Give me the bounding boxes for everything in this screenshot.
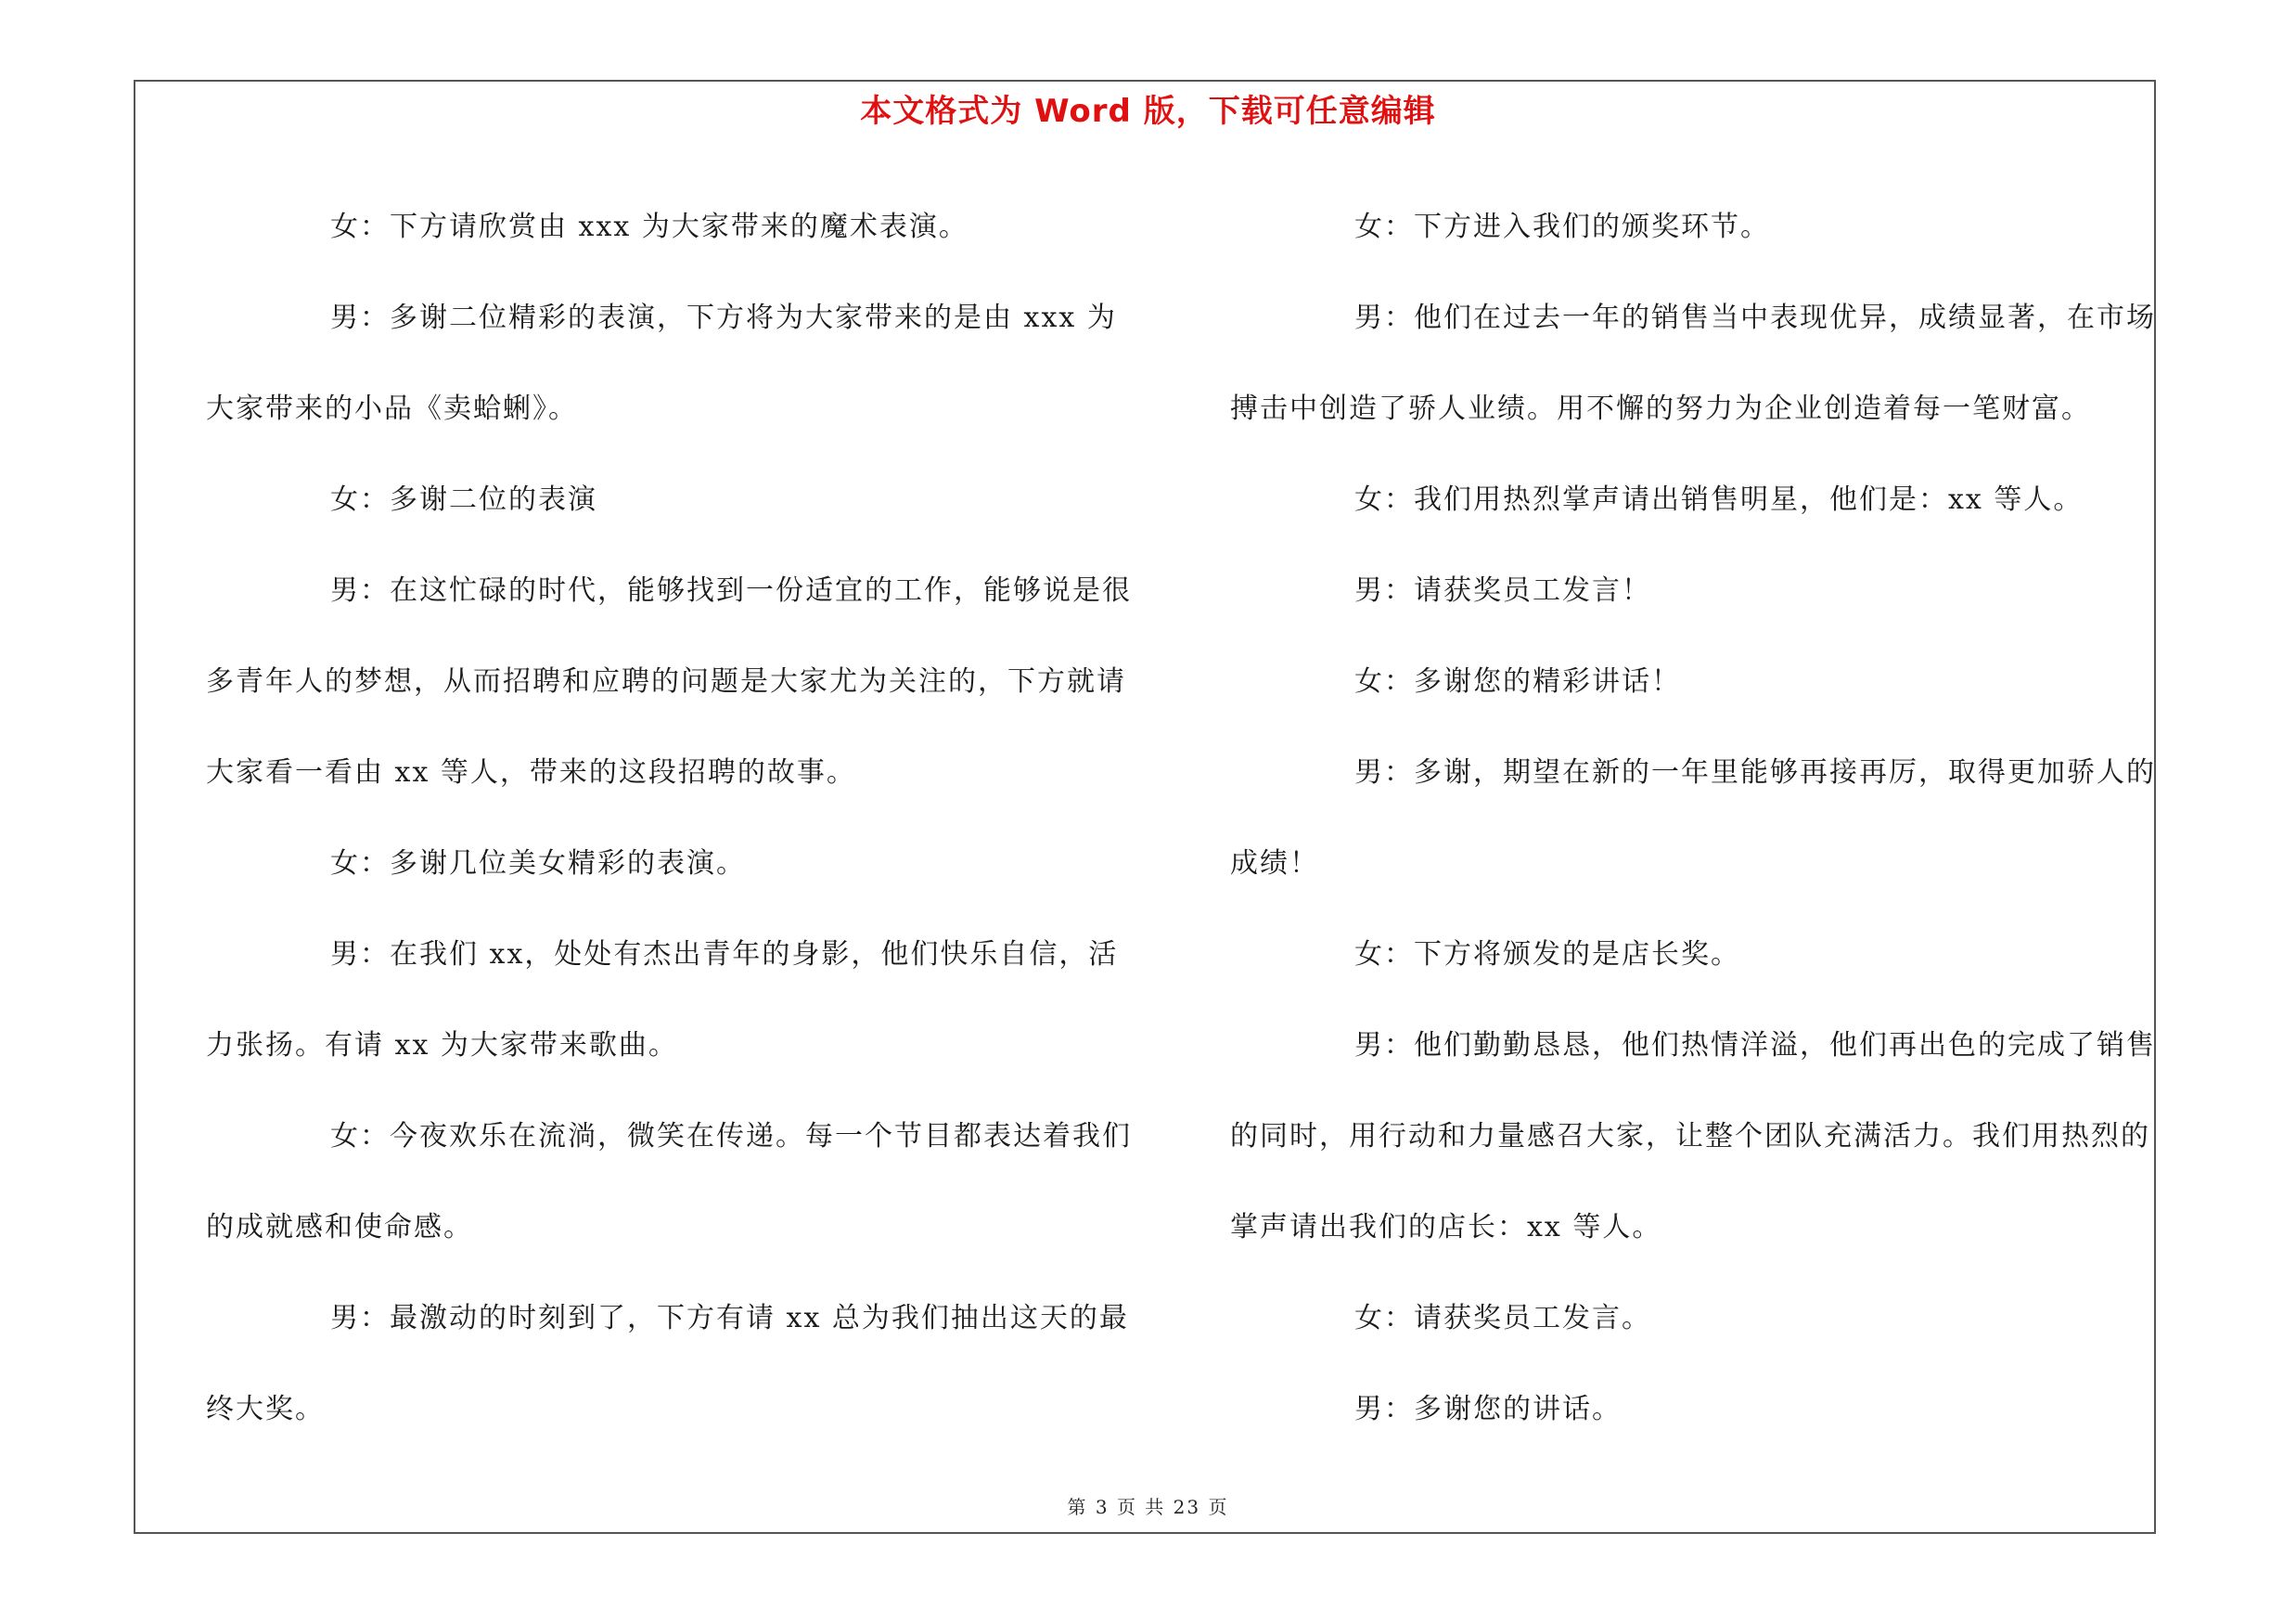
- paragraph: 女：多谢您的精彩讲话！: [1354, 665, 1681, 698]
- paragraph: 男：多谢二位精彩的表演，下方将为大家带来的是由 xxx 为大家带来的小品《卖蛤蜊》。: [206, 302, 1117, 425]
- paragraph: 女：多谢几位美女精彩的表演。: [330, 847, 746, 880]
- paragraph: 女：下方进入我们的颁奖环节。: [1354, 211, 1770, 243]
- paragraph: 女：多谢二位的表演: [330, 483, 597, 516]
- paragraph: 女：下方将颁发的是店长奖。: [1354, 938, 1740, 971]
- paragraph: 男：最激动的时刻到了，下方有请 xx 总为我们抽出这天的最终大奖。: [206, 1302, 1129, 1425]
- paragraph: 男：请获奖员工发言！: [1354, 574, 1651, 607]
- paragraph: 男：在这忙碌的时代，能够找到一份适宜的工作，能够说是很多青年人的梦想，从而招聘和应聘的问题是大家尤为关注的，下方就请大家看一看由 xx 等人，带来的这段招聘的故事。: [206, 574, 1132, 789]
- right-column: [1230, 182, 2158, 1455]
- paragraph: 男：多谢您的讲话。: [1354, 1393, 1622, 1425]
- paragraph: 男：他们勤勤恳恳，他们热情洋溢，他们再出色的完成了销售的同时，用行动和力量感召大家，让整个团队充满活力。我们用热烈的掌声请出我们的店长：xx 等人。: [1230, 1029, 2156, 1243]
- paragraph: 男：他们在过去一年的销售当中表现优异，成绩显著，在市场搏击中创造了骄人业绩。用不懈的努力为企业创造着每一笔财富。: [1230, 302, 2156, 425]
- paragraph: 女：今夜欢乐在流淌，微笑在传递。每一个节目都表达着我们的成就感和使命感。: [206, 1120, 1132, 1243]
- paragraph: 女：下方请欣赏由 xxx 为大家带来的魔术表演。: [330, 211, 968, 243]
- paragraph: 男：多谢，期望在新的一年里能够再接再厉，取得更加骄人的成绩！: [1230, 756, 2156, 880]
- paragraph: 男：在我们 xx，处处有杰出青年的身影，他们快乐自信，活力张扬。有请 xx 为大家带来歌曲。: [206, 938, 1119, 1062]
- page-number: 第 3 页 共 23 页: [1067, 1496, 1229, 1518]
- left-column: [206, 182, 1134, 1455]
- paragraph: 女：请获奖员工发言。: [1354, 1302, 1651, 1334]
- paragraph: 女：我们用热烈掌声请出销售明星，他们是：xx 等人。: [1354, 483, 2084, 516]
- word-format-banner: 本文格式为 Word 版，下载可任意编辑: [860, 93, 1436, 130]
